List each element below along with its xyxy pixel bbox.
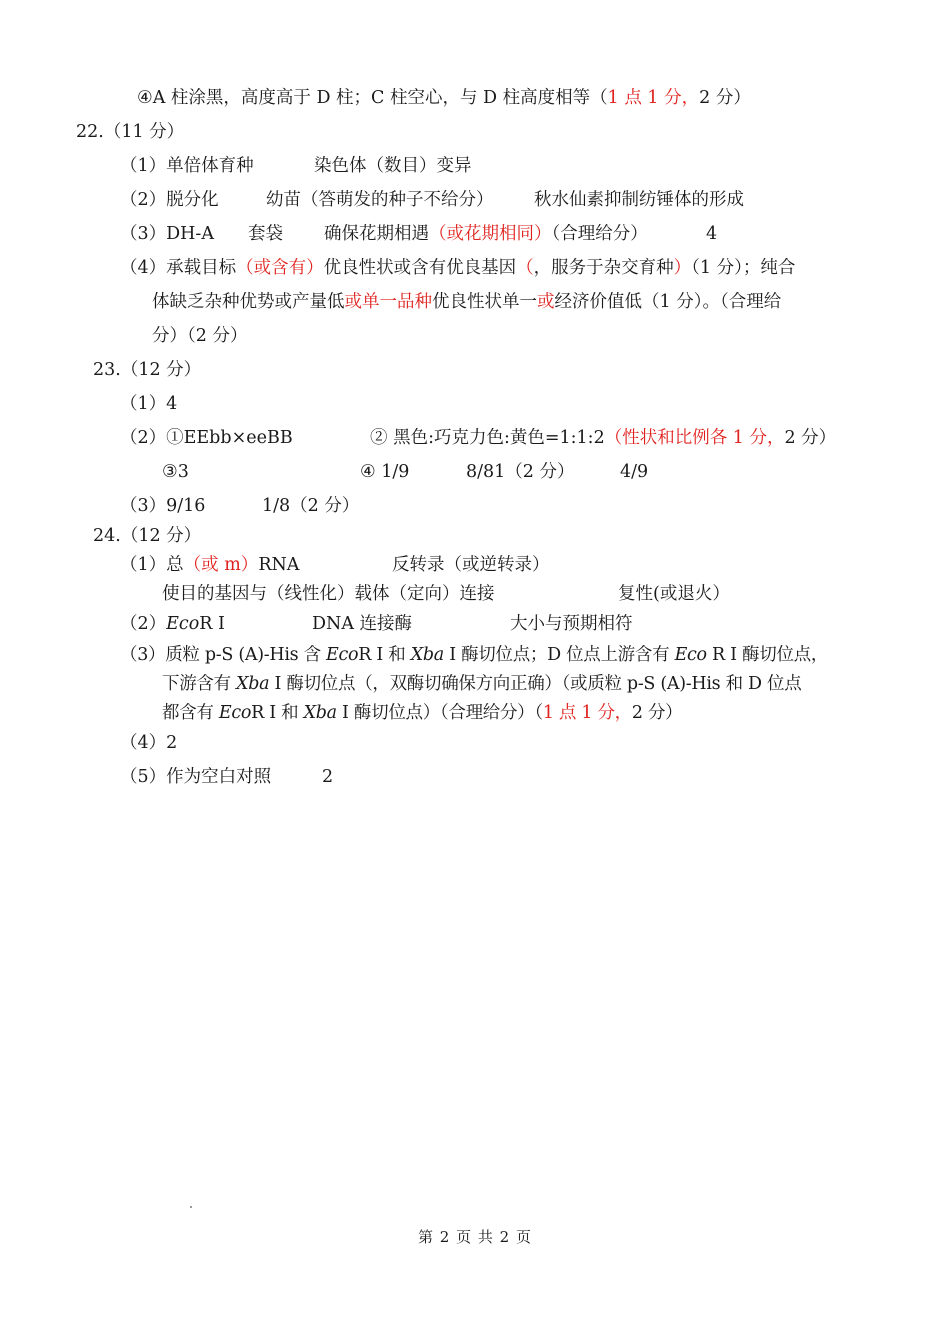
question-24-heading: 24.（12 分） [93,526,202,546]
answer-23-1: （1）4 [120,394,178,414]
answer-24-4: （4）2 [120,733,178,753]
question-22-heading: 22.（11 分） [76,122,185,142]
answer-24-3-line3: 都含有 EcoR Ⅰ 和 Xba Ⅰ 酶切位点）（合理给分）（1 点 1 分，2 分） [162,703,683,723]
answer-24-5: （5）作为空白对照 2 [120,767,334,787]
answer-22-1: （1）单倍体育种 染色体（数目）变异 [120,156,472,176]
answer-23-2-line2: ③3 ④ 1/9 8/81（2 分） 4/9 [162,462,649,482]
answer-22-4-line3: 分）（2 分） [152,326,248,346]
answer-24-1-line1: （1）总（或 m）RNA 反转录（或逆转录） [120,555,550,575]
answer-24-2: （2）EcoR Ⅰ DNA 连接酶 大小与预期相符 [120,614,633,634]
page-footer: 第 2 页 共 2 页 [418,1228,532,1246]
answer-22-4-line1: （4）承载目标（或含有）优良性状或含有优良基因（，服务于杂交育种）（1 分）；纯合 [120,258,796,278]
answer-23-3: （3）9/16 1/8（2 分） [120,496,360,516]
question-23-heading: 23.（12 分） [93,360,202,380]
answer-24-3-line2: 下游含有 Xba Ⅰ 酶切位点（，双酶切确保方向正确）（或质粒 p-S (A)-His 和 D 位点 [162,674,802,694]
answer-24-3-line1: （3）质粒 p-S (A)-His 含 EcoR Ⅰ 和 Xba Ⅰ 酶切位点；D 位点上游含有 Eco R I 酶切位点， [120,645,829,665]
answer-22-3: （3）DH-A 套袋 确保花期相遇（或花期相同）（合理给分） 4 [120,224,718,244]
answer-23-2-line1: （2）①EEbb×eeBB ② 黑色:巧克力色:黄色=1:1:2（性状和比例各 1 分，2 分） [120,428,837,448]
answer-22-2: （2）脱分化 幼苗（答萌发的种子不给分） 秋水仙素抑制纺锤体的形成 [120,190,744,210]
answer-22-4-line2: 体缺乏杂种优势或产量低或单一品种优良性状单一或经济价值低（1 分）。（合理给 [152,292,782,312]
stray-dot [190,1206,192,1208]
answer-21-4: ④A 柱涂黑，高度高于 D 柱；C 柱空心，与 D 柱高度相等（1 点 1 分，2 分） [137,88,751,108]
answer-24-1-line2: 使目的基因与（线性化）载体（定向）连接 复性(或退火） [162,584,730,604]
